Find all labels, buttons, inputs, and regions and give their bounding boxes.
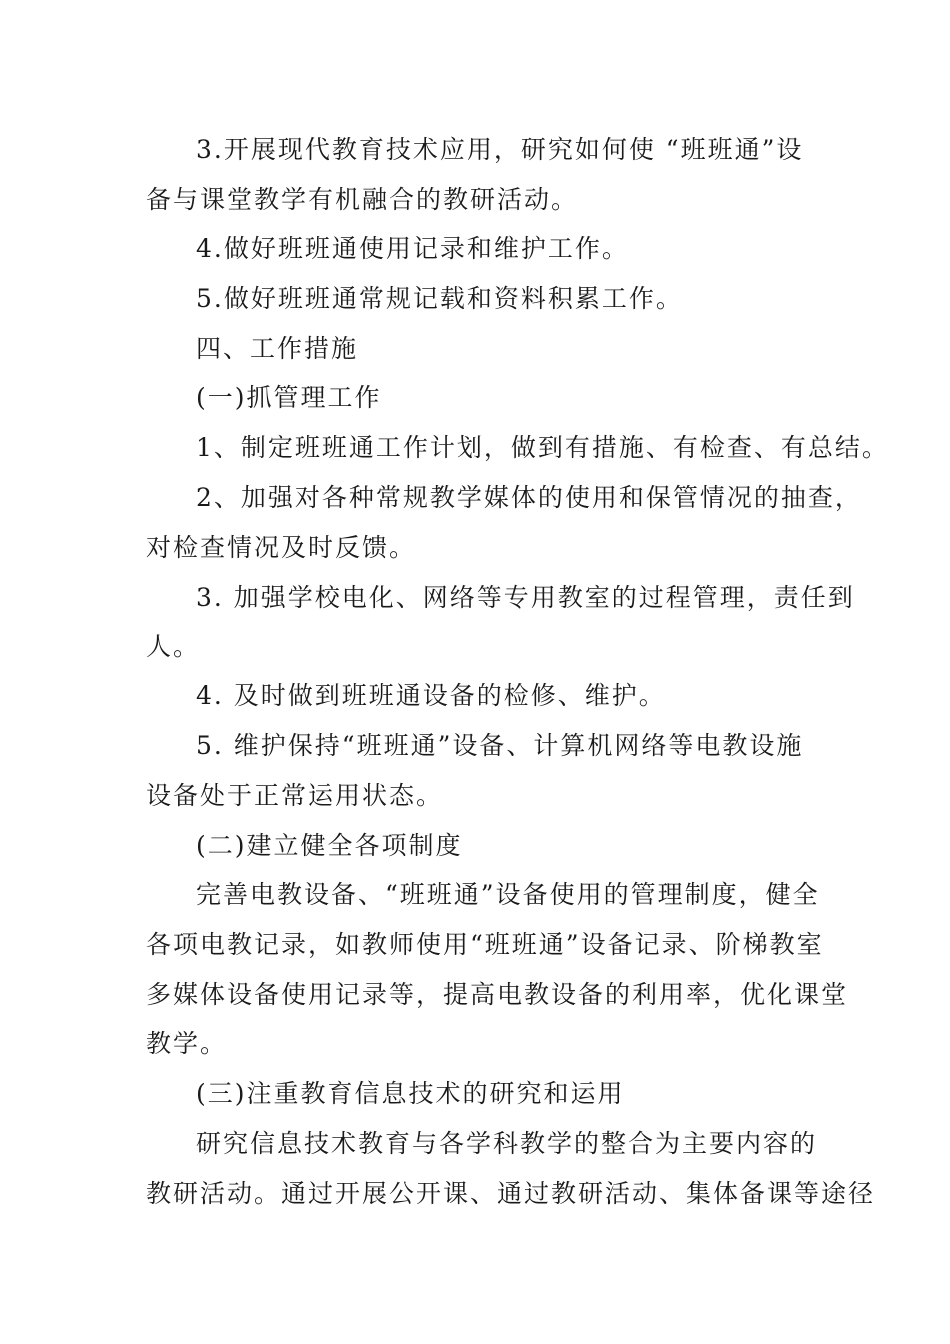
section-heading-4: 四、工作措施 [196, 334, 359, 363]
measure-2-line-2: 对检查情况及时反馈。 [146, 533, 417, 562]
rules-paragraph-line-1: 完善电教设备、“班班通”设备使用的管理制度，健全 [196, 880, 820, 909]
measure-4: 4. 及时做到班班通设备的检修、维护。 [196, 681, 666, 710]
item-5: 5.做好班班通常规记载和资料积累工作。 [196, 284, 683, 313]
research-paragraph-line-2: 教研活动。通过开展公开课、通过教研活动、集体备课等途径 [146, 1179, 876, 1208]
measure-3-line-2: 人。 [146, 632, 201, 661]
research-paragraph-line-1: 研究信息技术教育与各学科教学的整合为主要内容的 [196, 1129, 818, 1158]
subheading-2: (二)建立健全各项制度 [196, 831, 463, 860]
rules-paragraph-line-4: 教学。 [146, 1029, 228, 1058]
subheading-1: (一)抓管理工作 [196, 383, 382, 412]
measure-5-line-1: 5. 维护保持“班班通”设备、计算机网络等电教设施 [196, 731, 804, 760]
measure-5-line-2: 设备处于正常运用状态。 [146, 781, 444, 810]
measure-1: 1、制定班班通工作计划，做到有措施、有检查、有总结。 [196, 433, 889, 462]
rules-paragraph-line-2: 各项电教记录，如教师使用“班班通”设备记录、阶梯教室 [146, 930, 824, 959]
item-3-line-1: 3.开展现代教育技术应用，研究如何使 “班班通”设 [196, 135, 804, 164]
measure-2-line-1: 2、加强对各种常规教学媒体的使用和保管情况的抽查， [196, 483, 862, 512]
rules-paragraph-line-3: 多媒体设备使用记录等，提高电教设备的利用率，优化课堂 [146, 980, 849, 1009]
measure-3-line-1: 3. 加强学校电化、网络等专用教室的过程管理，责任到 [196, 583, 855, 612]
subheading-3: (三)注重教育信息技术的研究和运用 [196, 1079, 625, 1108]
item-4: 4.做好班班通使用记录和维护工作。 [196, 234, 629, 263]
item-3-line-2: 备与课堂教学有机融合的教研活动。 [146, 185, 579, 214]
